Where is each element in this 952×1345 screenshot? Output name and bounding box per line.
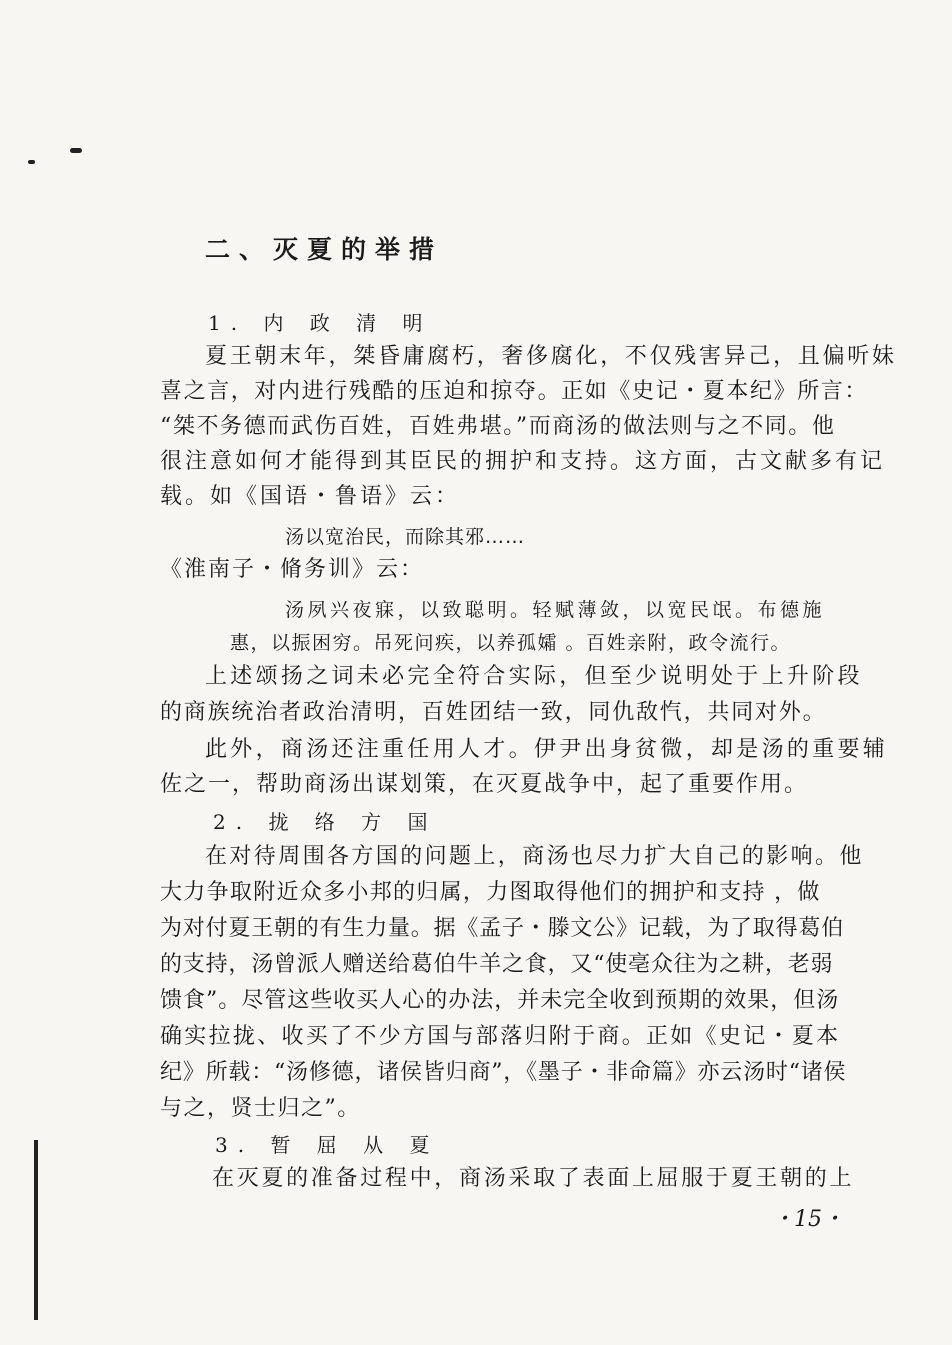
text-line: 为对付夏王朝的有生力量。据《孟子・滕文公》记载，为了取得葛伯	[160, 916, 845, 941]
text-line: 此外，商汤还注重任用人才。伊尹出身贫微，却是汤的重要辅	[205, 737, 889, 762]
text-line: 馈食”。尽管这些收买人心的办法，并未完全收到预期的效果，但汤	[160, 988, 840, 1013]
text-line: 大力争取附近众多小邦的归属，力图取得他们的拥护和支持 ，做	[160, 880, 821, 905]
text-line: 载。如《国语・鲁语》云：	[160, 484, 461, 509]
text-line: 《淮南子・脩务训》云：	[160, 557, 425, 582]
page-number: ・15・	[772, 1207, 844, 1232]
text-line: 上述颂扬之词未必完全符合实际，但至少说明处于上升阶段	[205, 664, 863, 689]
text-line: 确实拉拢、收买了不少方国与部落归附于商。正如《史记・夏本	[160, 1024, 841, 1049]
subsection-heading: 1. 内 政 清 明	[208, 311, 433, 335]
scan-speck	[70, 148, 82, 153]
text-line: 在灭夏的准备过程中，商汤采取了表面上屈服于夏王朝的上	[212, 1166, 855, 1191]
block-quote: 汤以宽治民，而除其邪……	[285, 526, 526, 548]
block-quote: 惠，以振困穷。吊死问疾，以养孤孀 。百姓亲附，政令流行。	[230, 632, 792, 654]
section-title: 二、灭夏的举措	[205, 235, 444, 264]
text-line: 的商族统治者政治清明，百姓团结一致，同仇敌忾，共同对外。	[160, 700, 827, 725]
text-line: 与之，贤士归之”。	[160, 1096, 361, 1121]
text-line: 佐之一，帮助商汤出谋划策，在灭夏战争中，起了重要作用。	[160, 772, 809, 797]
text-line: 在对待周围各方国的问题上，商汤也尽力扩大自己的影响。他	[205, 844, 864, 869]
text-line: 夏王朝末年，桀昏庸腐朽，奢侈腐化，不仅残害异己，且偏听妹	[205, 344, 897, 369]
text-line: 纪》所载：“汤修德，诸侯皆归商”，《墨子・非命篇》亦云汤时“诸侯	[160, 1060, 847, 1085]
subsection-heading: 3. 暂 屈 从 夏	[215, 1133, 440, 1157]
text-line: “桀不务德而武伤百姓，百姓弗堪。”而商汤的做法则与之不同。他	[160, 414, 836, 439]
subsection-heading: 2. 拢 络 方 国	[213, 810, 438, 834]
block-quote: 汤夙兴夜寐，以致聪明。轻赋薄敛，以宽民氓。布德施	[285, 599, 826, 621]
text-line: 很注意如何才能得到其臣民的拥护和支持。这方面，古文献多有记	[160, 449, 886, 474]
binding-edge-line	[34, 1140, 38, 1320]
scan-speck	[28, 160, 35, 164]
text-line: 的支持，汤曾派人赠送给葛伯牛羊之食，又“使亳众往为之耕，老弱	[160, 952, 834, 977]
text-line: 喜之言，对内进行残酷的压迫和掠夺。正如《史记・夏本纪》所言：	[160, 379, 869, 404]
